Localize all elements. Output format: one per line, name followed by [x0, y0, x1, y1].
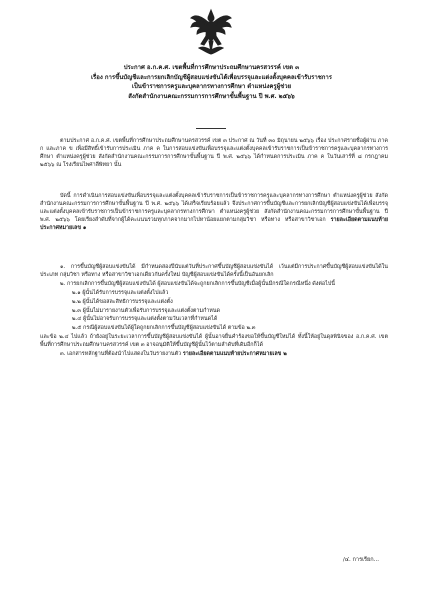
list-subitem-2-2: ๒.๒ ผู้นั้นได้ขอสละสิทธิการบรรจุและแต่งตั้ง — [72, 298, 173, 305]
list-item-3 — [40, 351, 388, 359]
garuda-emblem-icon — [189, 8, 233, 56]
conditions-list — [40, 264, 388, 360]
list-item-2-continuation: และข้อ ๒.๔ ไปแล้ว ถ้ายังอยู่ในระยะเวลาการขึ้นบัญชีผู้สอบแข่งขันได้ ผู้นั้นอาจยื่นคำร้องขอให้ขึ้นบัญชีใหม่ได้ ทั้งนี้ให้อยู่ในดุลพินิจของ อ.ก.ค.ศ. เขตพื้นที่การศึกษาประถมศึกษานครสวรรค์ เขต ๓ อาจอนุมัติให้ขึ้นบัญชีผู้นั้นไว้ตามลำดับที่เดิมอีกก็ได้ — [40, 334, 388, 349]
list-subitem-2-1: ๒.๑ ผู้นั้นได้รับการบรรจุและแต่งตั้งไปแล้ว — [72, 289, 169, 296]
page-continuation-marker: /๔. การเรียก... — [342, 557, 379, 563]
title-line-1: ประกาศ อ.ก.ค.ศ. เขตพื้นที่การศึกษาประถมศึกษานครสวรรค์ เขต ๓ — [123, 64, 300, 71]
paragraph-2-attachment-ref: รายละเอียดตามแนบท้ายประกาศหมายเลข ๑ — [40, 216, 388, 231]
list-item-1: ๑. การขึ้นบัญชีผู้สอบแข่งขันได้ มีกำหนดสองปีนับแต่วันที่ประกาศขึ้นบัญชีผู้สอบแข่งขันได้ เว้นแต่มีการประกาศขึ้นบัญชีผู้สอบแข่งขันได้ในประเภท กลุ่มวิชา หรือทาง หรือสาขาวิชาเอกเดียวกันครั้งใหม่ บัญชีผู้สอบแข่งขันได้ครั้งนี้เป็นอันยกเลิก — [40, 264, 388, 278]
title-line-4: สังกัดสำนักงานคณะกรรมการการศึกษาขั้นพื้นฐาน ปี พ.ศ. ๒๕๖๖ — [128, 92, 295, 100]
list-subitem-2-5: ๒.๕ กรณีผู้สอบแข่งขันได้ผู้ใดถูกยกเลิกการขึ้นบัญชีผู้สอบแข่งขันได้ ตามข้อ ๒.๓ — [72, 325, 256, 332]
title-line-3: เป็นข้าราชการครูและบุคลากรทางการศึกษา ตำแหน่งครูผู้ช่วย — [131, 83, 292, 90]
paragraph-1-text: ตามประกาศ อ.ก.ค.ศ. เขตพื้นที่การศึกษาประถมศึกษานครสวรรค์ เขต ๓ ประกาศ ณ วันที่ ๓๐ มิถุนายน ๒๕๖๖ เรื่อง ประกาศรายชื่อผู้ผ่าน ภาค ก และภาค ข เพื่อมีสิทธิ์เข้ารับการประเมิน ภาค ค ในการสอบแข่งขันเพื่อบรรจุและแต่งตั้งบุคคลเข้ารับราชการเป็นข้าราชการครูและบุคลากรทางการศึกษา ตำแหน่งครูผู้ช่วย สังกัดสำนักงานคณะกรรมการการศึกษาขั้นพื้นฐาน ปี พ.ศ. ๒๕๖๖ ได้กำหนดการประเมิน ภาค ค ในวันเสาร์ที่ ๘ กรกฎาคม ๒๕๖๖ ณ โรงเรียนไพศาลีพิทยา นั้น — [40, 138, 388, 168]
paragraph-1 — [40, 138, 388, 170]
announcement-title — [30, 63, 393, 101]
title-line-2: เรื่อง การขึ้นบัญชีและการยกเลิกบัญชีผู้สอบแข่งขันได้เพื่อบรรจุและแต่งตั้งบุคคลเข้ารับราชการ — [90, 73, 333, 81]
list-item-3-text: ๓. เอกสารหลักฐานที่ต้องนำไปแสดงในวันรายงานตัว — [60, 351, 182, 358]
list-item-3-attachment-ref: รายละเอียดตามแนบท้ายประกาศหมายเลข ๒ — [182, 351, 287, 358]
list-item-2: ๒. การยกเลิกการขึ้นบัญชีผู้สอบแข่งขันได้ ผู้สอบแข่งขันได้จะถูกยกเลิกการขึ้นบัญชีเมื่อผู้นั้นมีกรณีใดกรณีหนึ่ง ดังต่อไปนี้ — [60, 280, 335, 287]
paragraph-2-text — [40, 193, 388, 233]
paragraph-2 — [40, 193, 388, 233]
list-subitem-2-3: ๒.๓ ผู้นั้นไม่มารายงานตัวเพื่อรับการบรรจุและแต่งตั้งตามกำหนด — [72, 307, 221, 314]
list-subitem-2-4: ๒.๔ ผู้นั้นไม่อาจรับการบรรจุและแต่งตั้งตามวันเวลาที่กำหนดได้ — [72, 316, 218, 323]
paragraph-2-body: บัดนี้ การดำเนินการสอบแข่งขันเพื่อบรรจุและแต่งตั้งบุคคลเข้ารับราชการเป็นข้าราชการครูและบุคลากรทางการศึกษา ตำแหน่งครูผู้ช่วย สังกัดสำนักงานคณะกรรมการการศึกษาขั้นพื้นฐาน ปี พ.ศ. ๒๕๖๖ ได้เสร็จเรียบร้อยแล้ว จึงประกาศการขึ้นบัญชีและการยกเลิกบัญชีผู้สอบแข่งขันได้เพื่อบรรจุและแต่งตั้งบุคคลเข้ารับราชการเป็นข้าราชการครูและบุคลากรทางการศึกษา ตำแหน่งครูผู้ช่วย สังกัดสำนักงานคณะกรรมการการศึกษาขั้นพื้นฐาน ปี พ.ศ. ๒๕๖๖ โดยเรียงลำดับที่จากผู้ได้คะแนนรวมทุกภาคจากมากไปหาน้อยแยกตามกลุ่มวิชา หรือทาง หรือสาขาวิชาเอก — [40, 193, 388, 223]
title-divider — [196, 128, 226, 129]
